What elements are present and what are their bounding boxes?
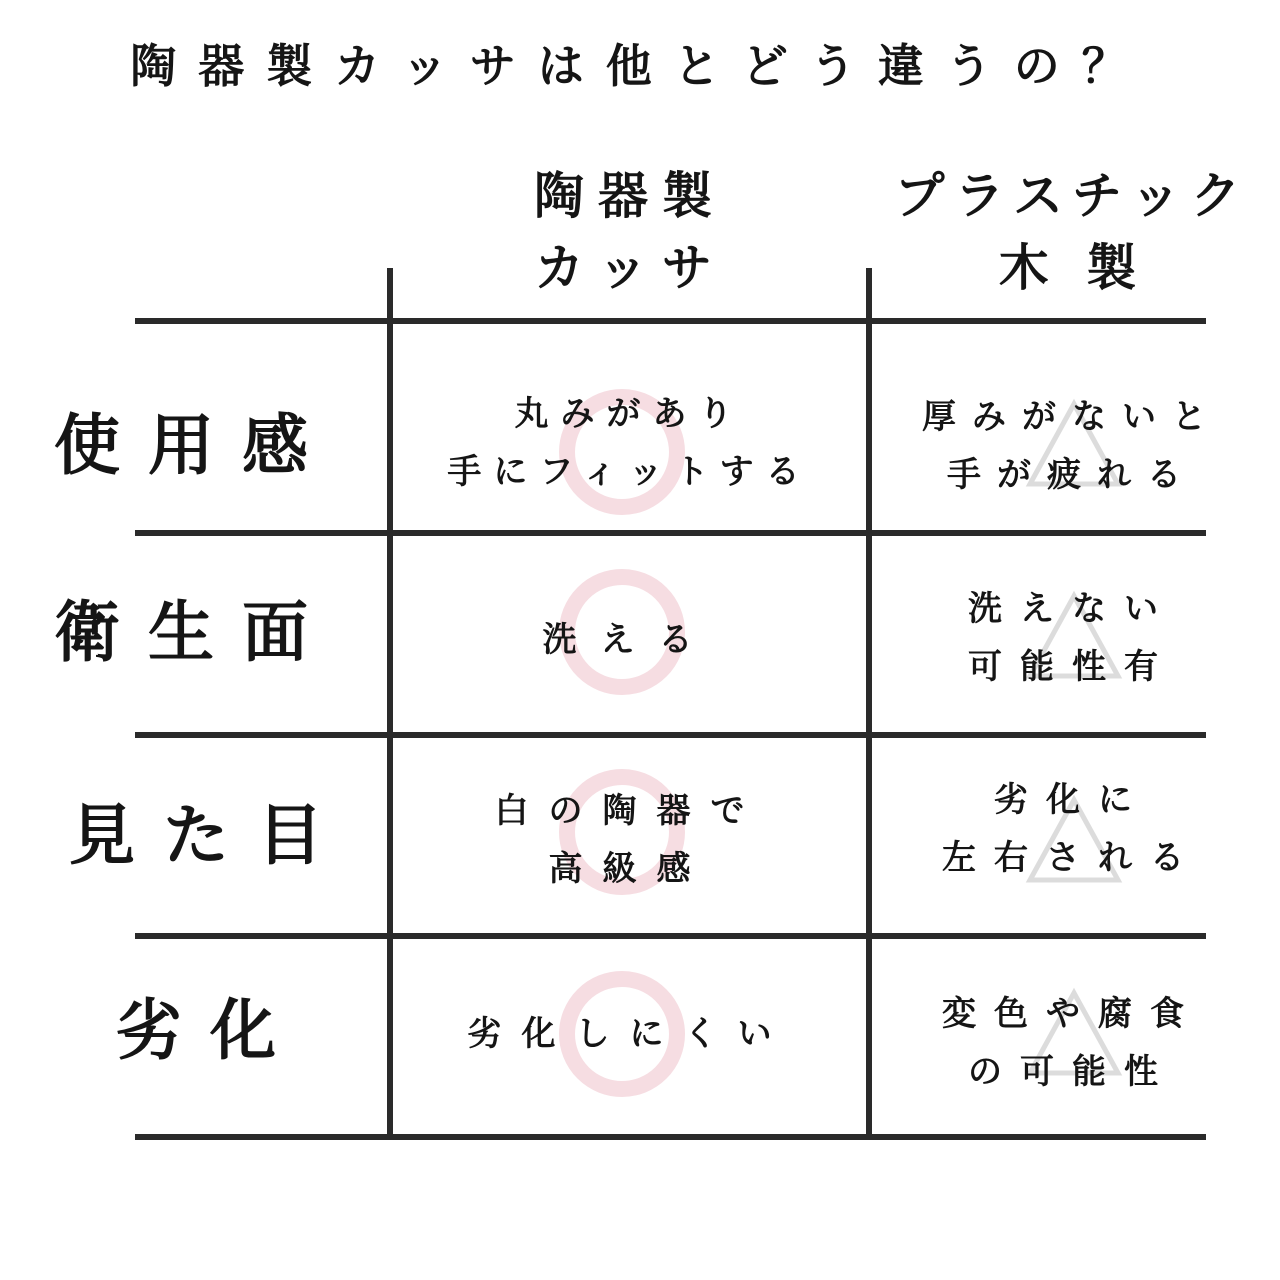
- cell-deterioration-other-line2: の可能性: [968, 1052, 1176, 1092]
- row-header-appearance: 見た目: [69, 796, 351, 874]
- row-header-hygiene: 衛生面: [54, 593, 336, 671]
- cell-hygiene-other: [872, 580, 1272, 696]
- cell-usability-ceramic-line1: 丸みがあり: [514, 394, 745, 434]
- grid-hline-bottom: [135, 1134, 1206, 1140]
- cell-deterioration-other: [872, 985, 1272, 1101]
- column-header-other-line2: 木 製: [998, 238, 1147, 297]
- cell-hygiene-ceramic-line1: 洗える: [542, 620, 717, 660]
- row-header-deterioration: 劣化: [116, 991, 304, 1069]
- column-header-ceramic-line2: カッサ: [534, 238, 726, 297]
- cell-appearance-ceramic-line1: 白の陶器で: [494, 791, 765, 831]
- cell-usability-other: [872, 388, 1272, 504]
- column-header-ceramic: [390, 160, 870, 304]
- grid-hline-1: [135, 530, 1206, 536]
- cell-usability-ceramic: [393, 385, 866, 501]
- cell-usability-other-line1: 厚みがないと: [922, 397, 1222, 437]
- cell-appearance-other-line2: 左右される: [942, 838, 1202, 878]
- cell-hygiene-ceramic: [393, 611, 866, 669]
- column-header-other-line1: プラスチック: [894, 166, 1251, 225]
- row-header-usability: 使用感: [54, 406, 336, 484]
- grid-hline-3: [135, 933, 1206, 939]
- column-header-other: [870, 160, 1275, 304]
- cell-deterioration-ceramic: [393, 1005, 866, 1063]
- cell-usability-other-line2: 手が疲れる: [947, 455, 1197, 495]
- cell-appearance-ceramic-line2: 高級感: [548, 849, 711, 889]
- cell-appearance-other: [872, 771, 1272, 887]
- cell-deterioration-other-line1: 変色や腐食: [942, 994, 1202, 1034]
- column-header-ceramic-line1: 陶器製: [534, 166, 726, 225]
- cell-deterioration-ceramic-line1: 劣化しにくい: [467, 1014, 792, 1054]
- cell-hygiene-other-line2: 可能性有: [968, 647, 1176, 687]
- cell-appearance-ceramic: [393, 782, 866, 898]
- cell-usability-ceramic-line2: 手にフィットする: [447, 452, 812, 492]
- cell-hygiene-other-line1: 洗えない: [968, 589, 1176, 629]
- cell-appearance-other-line1: 劣化に: [994, 780, 1150, 820]
- grid-hline-top: [135, 318, 1206, 324]
- page-title: 陶器製カッサは他とどう違うの？: [130, 39, 1150, 93]
- grid-hline-2: [135, 732, 1206, 738]
